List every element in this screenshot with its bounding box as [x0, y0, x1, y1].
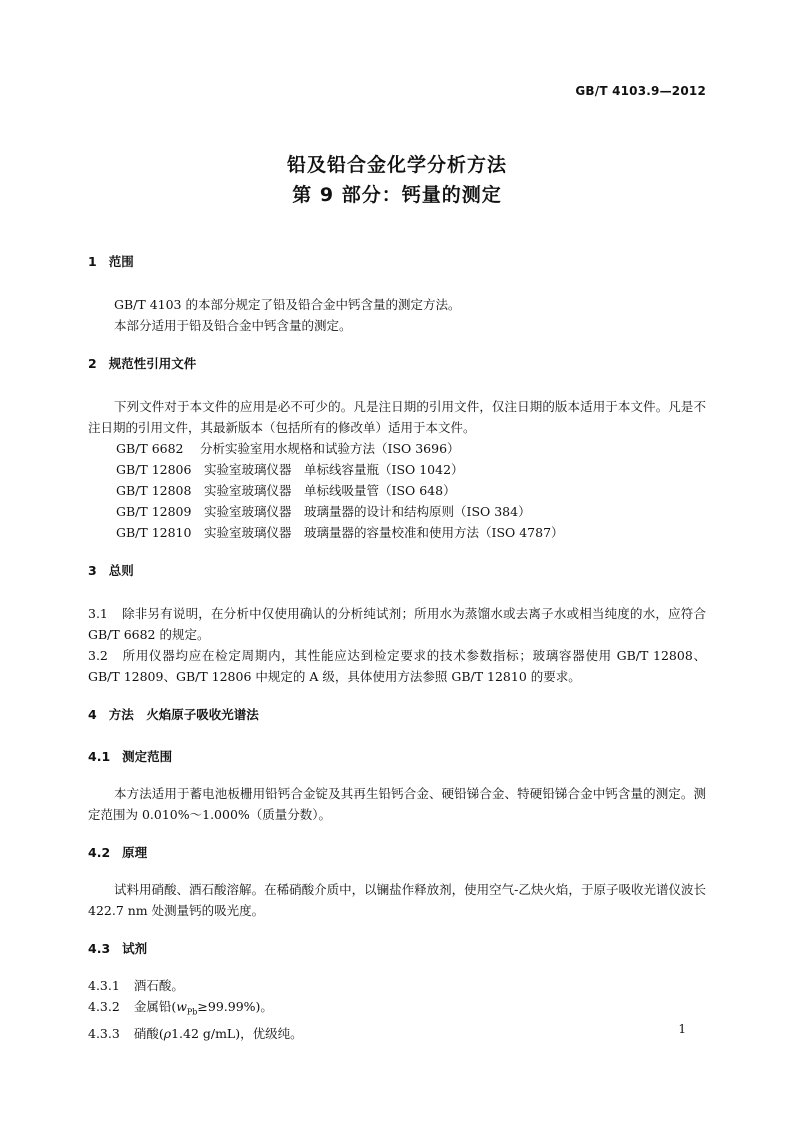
section-number: 3 — [88, 563, 97, 578]
reference-code: GB/T 12806 — [116, 462, 192, 477]
paragraph: 下列文件对于本文件的应用是必不可少的。凡是注日期的引用文件，仅注日期的版本适用于本文件。凡是不注日期的引用文件，其最新版本（包括所有的修改单）适用于本文件。 — [88, 399, 706, 435]
document-title — [0, 150, 794, 210]
reference-code: GB/T 12810 — [116, 525, 192, 540]
subsection-title: 试剂 — [122, 941, 148, 956]
section-number: 1 — [88, 254, 97, 269]
reference-item — [88, 438, 706, 459]
subsection-heading-reagents — [88, 939, 706, 959]
subsection-number: 4.2 — [88, 845, 111, 860]
section-heading-general — [88, 561, 706, 581]
paragraph: GB/T 4103 的本部分规定了铅及铅合金中钙含量的测定方法。 — [114, 297, 461, 312]
reagent-item — [88, 1023, 706, 1044]
item-text: 酒石酸。 — [133, 978, 184, 993]
section-heading-scope — [88, 252, 706, 272]
subsection-heading-range — [88, 747, 706, 767]
reference-item — [88, 459, 706, 480]
reference-title: 实验室玻璃仪器 玻璃量器的容量校准和使用方法（ISO 4787） — [204, 525, 564, 540]
section-title: 范围 — [108, 254, 134, 269]
symbol-rho: ρ — [163, 1025, 172, 1041]
subsection-number: 4.3 — [88, 941, 111, 956]
section-heading-method — [88, 705, 706, 725]
subsection-title: 测定范围 — [122, 749, 173, 764]
section-title: 总则 — [108, 563, 134, 578]
item-number: 4.3.3 — [88, 1025, 120, 1041]
clause-3-1 — [88, 603, 706, 645]
clause-number: 3.2 — [88, 648, 108, 663]
paragraph: 本部分适用于铅及铅合金中钙含量的测定。 — [114, 318, 352, 333]
section-heading-normative-references — [88, 354, 706, 374]
paragraph: 试料用硝酸、酒石酸溶解。在稀硝酸介质中，以镧盐作释放剂，使用空气-乙炔火焰，于原子吸收光谱仪波长 422.7 nm 处测量钙的吸光度。 — [88, 882, 706, 918]
reference-item — [88, 501, 706, 522]
page-number: 1 — [678, 1022, 686, 1036]
reagent-item — [88, 996, 706, 1023]
item-text: 金属铅( — [133, 999, 177, 1014]
symbol-w: w — [176, 999, 187, 1014]
subsection-title: 原理 — [122, 845, 148, 860]
reference-code: GB/T 12809 — [116, 504, 192, 519]
item-number: 4.3.1 — [88, 978, 120, 993]
reference-item — [88, 522, 706, 543]
subscript-pb: Pb — [186, 1007, 198, 1017]
section-number: 4 — [88, 707, 97, 722]
section-title: 规范性引用文件 — [108, 356, 197, 371]
reagent-item — [88, 975, 706, 996]
item-text: 硝酸( — [133, 1025, 164, 1041]
reference-title: 实验室玻璃仪器 单标线容量瓶（ISO 1042） — [204, 462, 464, 477]
reference-title: 实验室玻璃仪器 玻璃量器的设计和结构原则（ISO 384） — [204, 504, 531, 519]
paragraph: 本方法适用于蓄电池板栅用铅钙合金锭及其再生铅钙合金、硬铅锑合金、特硬铅锑合金中钙含量的测定。测定范围为 0.010%～1.000%（质量分数）。 — [88, 786, 706, 822]
item-number: 4.3.2 — [88, 999, 120, 1014]
section-title: 方法 火焰原子吸收光谱法 — [108, 707, 259, 722]
document-body — [88, 252, 706, 1044]
clause-3-2 — [88, 645, 706, 687]
subsection-number: 4.1 — [88, 749, 111, 764]
reference-code: GB/T 6682 — [116, 441, 184, 456]
item-text-post: ≥99.99%)。 — [197, 999, 273, 1014]
subsection-heading-principle — [88, 843, 706, 863]
reference-title: 实验室玻璃仪器 单标线吸量管（ISO 648） — [204, 483, 456, 498]
title-line-2: 第 9 部分：钙量的测定 — [292, 184, 502, 206]
standard-code: GB/T 4103.9—2012 — [575, 84, 706, 98]
reference-item — [88, 480, 706, 501]
title-line-1: 铅及铅合金化学分析方法 — [286, 154, 507, 176]
section-number: 2 — [88, 356, 97, 371]
clause-number: 3.1 — [88, 606, 108, 621]
reference-title: 分析实验室用水规格和试验方法（ISO 3696） — [200, 441, 460, 456]
clause-text: 所用仪器均应在检定周期内，其性能应达到检定要求的技术参数指标；玻璃容器使用 GB/T 12808、GB/T 12809、GB/T 12806 中规定的 A 级，具体使用方法参照 GB/T 12810 的要求。 — [88, 648, 706, 684]
clause-text: 除非另有说明，在分析中仅使用确认的分析纯试剂；所用水为蒸馏水或去离子水或相当纯度的水，应符合 GB/T 6682 的规定。 — [88, 606, 706, 642]
reference-code: GB/T 12808 — [116, 483, 192, 498]
item-text-post: 1.42 g/mL)，优级纯。 — [171, 1025, 303, 1041]
